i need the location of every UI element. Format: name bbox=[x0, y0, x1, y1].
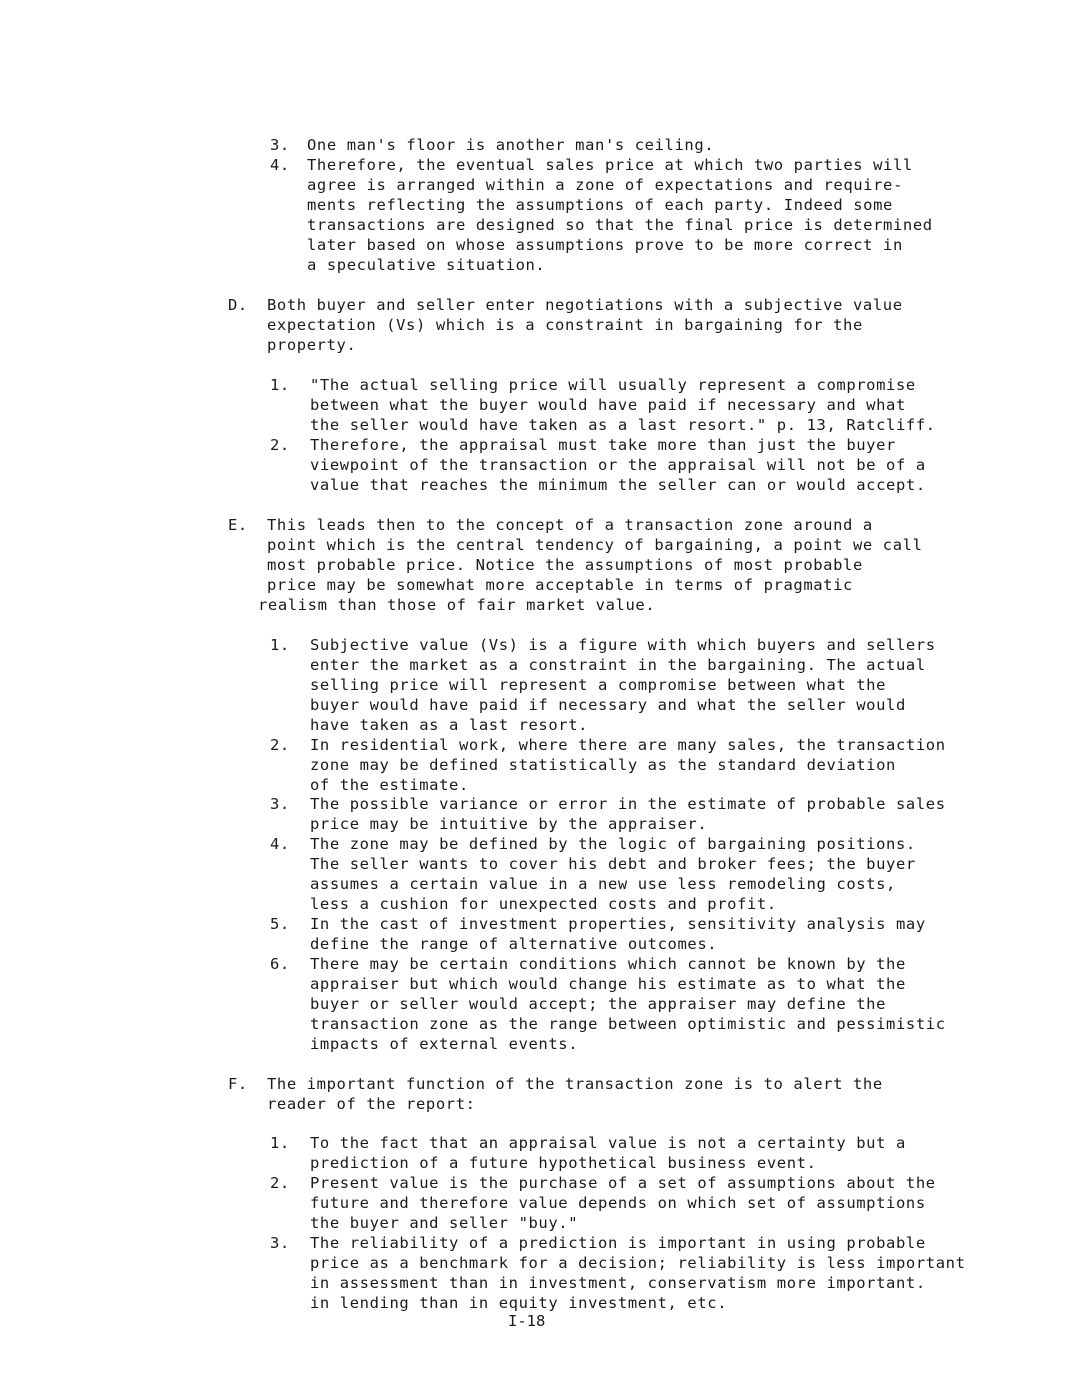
section-label: F. bbox=[228, 1075, 248, 1093]
list-item-text: in assessment than in investment, conservatism more important. bbox=[310, 1274, 926, 1292]
list-item-text: The seller wants to cover his debt and broker fees; the buyer bbox=[310, 855, 916, 873]
list-item-text: Subjective value (Vs) is a figure with which buyers and sellers bbox=[310, 636, 936, 654]
section-text: This leads then to the concept of a transaction zone around a bbox=[267, 516, 873, 534]
list-item-number: 3. bbox=[270, 136, 290, 154]
list-item-number: 4. bbox=[270, 156, 290, 174]
list-item-number: 3. bbox=[270, 795, 290, 813]
list-item-text: between what the buyer would have paid if necessary and what bbox=[310, 396, 906, 414]
list-item-number: 3. bbox=[270, 1234, 290, 1252]
section-text: reader of the report: bbox=[267, 1095, 476, 1113]
section-text: expectation (Vs) which is a constraint in bargaining for the bbox=[267, 316, 863, 334]
list-item-number: 1. bbox=[270, 636, 290, 654]
list-item-text: future and therefore value depends on which set of assumptions bbox=[310, 1194, 926, 1212]
list-item-text: the buyer and seller "buy." bbox=[310, 1214, 579, 1232]
list-item-text: a speculative situation. bbox=[307, 256, 546, 274]
list-item-text: In residential work, where there are many sales, the transaction bbox=[310, 736, 946, 754]
page-number: I-18 bbox=[508, 1312, 546, 1330]
list-item-text: later based on whose assumptions prove to be more correct in bbox=[307, 236, 903, 254]
list-item-text: transaction zone as the range between optimistic and pessimistic bbox=[310, 1015, 946, 1033]
list-item-text: price may be intuitive by the appraiser. bbox=[310, 815, 708, 833]
list-item-text: have taken as a last resort. bbox=[310, 716, 589, 734]
list-item-text: agree is arranged within a zone of expectations and require- bbox=[307, 176, 903, 194]
section-label: D. bbox=[228, 296, 248, 314]
list-item-text: Therefore, the eventual sales price at which two parties will bbox=[307, 156, 913, 174]
list-item-text: of the estimate. bbox=[310, 776, 469, 794]
list-item-text: The zone may be defined by the logic of bargaining positions. bbox=[310, 835, 916, 853]
list-item-text: selling price will represent a compromise between what the bbox=[310, 676, 887, 694]
list-item-text: One man's floor is another man's ceiling. bbox=[307, 136, 715, 154]
list-item-text: value that reaches the minimum the seller can or would accept. bbox=[310, 476, 926, 494]
section-text: property. bbox=[267, 336, 357, 354]
list-item-text: Present value is the purchase of a set of assumptions about the bbox=[310, 1174, 936, 1192]
list-item-text: transactions are designed so that the final price is determined bbox=[307, 216, 933, 234]
list-item-text: appraiser but which would change his estimate as to what the bbox=[310, 975, 906, 993]
list-item-number: 2. bbox=[270, 736, 290, 754]
list-item-text: assumes a certain value in a new use less remodeling costs, bbox=[310, 875, 896, 893]
section-label: E. bbox=[228, 516, 248, 534]
section-text: point which is the central tendency of bargaining, a point we call bbox=[267, 536, 923, 554]
list-item-text: To the fact that an appraisal value is not a certainty but a bbox=[310, 1134, 906, 1152]
list-item-text: less a cushion for unexpected costs and profit. bbox=[310, 895, 777, 913]
section-text: Both buyer and seller enter negotiations with a subjective value bbox=[267, 296, 903, 314]
list-item-text: define the range of alternative outcomes. bbox=[310, 935, 718, 953]
section-text: price may be somewhat more acceptable in terms of pragmatic bbox=[267, 576, 853, 594]
list-item-text: The possible variance or error in the estimate of probable sales bbox=[310, 795, 946, 813]
list-item-number: 5. bbox=[270, 915, 290, 933]
list-item-text: There may be certain conditions which cannot be known by the bbox=[310, 955, 906, 973]
list-item-text: enter the market as a constraint in the bargaining. The actual bbox=[310, 656, 926, 674]
list-item-text: the seller would have taken as a last resort." p. 13, Ratcliff. bbox=[310, 416, 936, 434]
list-item-text: Therefore, the appraisal must take more than just the buyer bbox=[310, 436, 896, 454]
list-item-number: 2. bbox=[270, 436, 290, 454]
list-item-text: viewpoint of the transaction or the appraisal will not be of a bbox=[310, 456, 926, 474]
section-text: most probable price. Notice the assumptions of most probable bbox=[267, 556, 863, 574]
list-item-text: price as a benchmark for a decision; reliability is less important bbox=[310, 1254, 966, 1272]
list-item-text: buyer or seller would accept; the appraiser may define the bbox=[310, 995, 887, 1013]
list-item-number: 2. bbox=[270, 1174, 290, 1192]
list-item-number: 6. bbox=[270, 955, 290, 973]
list-item-text: In the cast of investment properties, sensitivity analysis may bbox=[310, 915, 926, 933]
list-item-text: zone may be defined statistically as the standard deviation bbox=[310, 756, 896, 774]
list-item-text: ments reflecting the assumptions of each party. Indeed some bbox=[307, 196, 893, 214]
section-text: realism than those of fair market value. bbox=[258, 596, 656, 614]
list-item-text: buyer would have paid if necessary and what the seller would bbox=[310, 696, 906, 714]
list-item-number: 1. bbox=[270, 376, 290, 394]
list-item-text: in lending than in equity investment, etc. bbox=[310, 1294, 728, 1312]
list-item-number: 4. bbox=[270, 835, 290, 853]
list-item-number: 1. bbox=[270, 1134, 290, 1152]
list-item-text: The reliability of a prediction is important in using probable bbox=[310, 1234, 926, 1252]
section-text: The important function of the transaction zone is to alert the bbox=[267, 1075, 883, 1093]
list-item-text: "The actual selling price will usually represent a compromise bbox=[310, 376, 916, 394]
list-item-text: impacts of external events. bbox=[310, 1035, 579, 1053]
list-item-text: prediction of a future hypothetical business event. bbox=[310, 1154, 817, 1172]
